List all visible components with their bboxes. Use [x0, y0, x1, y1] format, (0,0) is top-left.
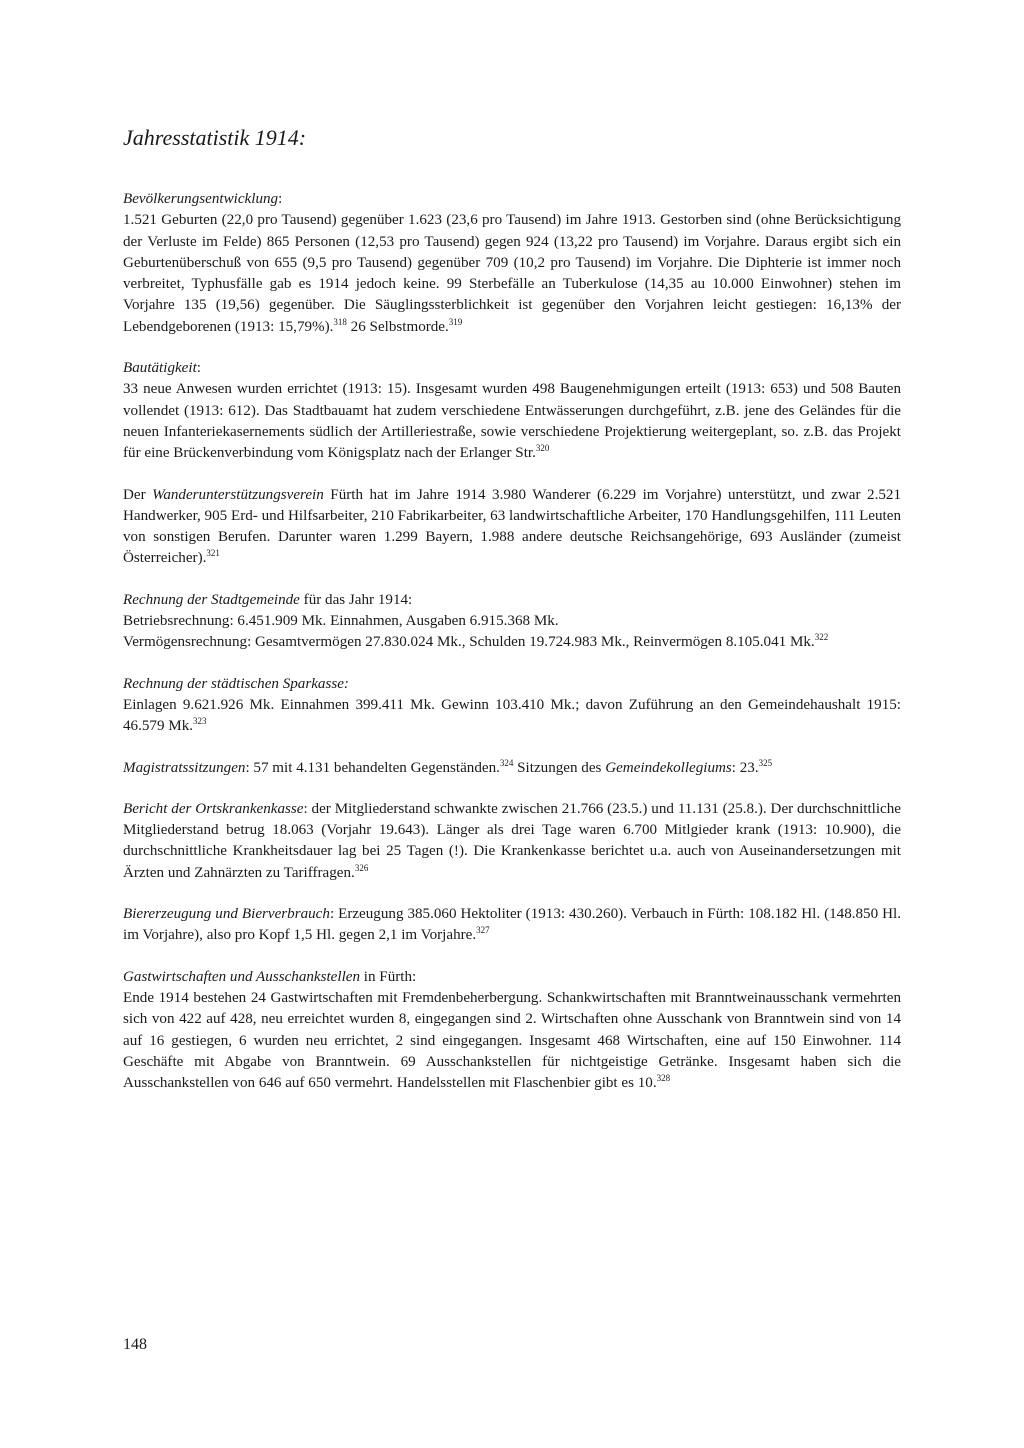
- section-council-meetings: [123, 758, 901, 779]
- footnote-ref[interactable]: 319: [448, 316, 463, 327]
- section-paragraph: Magistratssitzungen: 57 mit 4.131 behandelten Gegenständen.$^{324}$ Sitzungen des Gemeindekollegiums: 23.$^{325}$: [123, 757, 773, 776]
- heading-text: Gemeindekollegiums: [605, 759, 732, 776]
- section-taverns: [123, 967, 901, 1095]
- section-paragraph: 33 neue Anwesen wurden errichtet (1913: 15). Insgesamt wurden 498 Baugenehmigungen erteilt (1913: 653) und 508 Bauten vollendet (1913: 612). Das Stadtbauamt hat zudem verschiedene Entwässerungen durchgeführt, z.B. jene des Geländes für die neuen Infanteriekasernements südlich der Artilleriestraße, sowie verschiedene Projektierung weitergeplant, so. z.B. das Projekt für eine Brückenverbindung vom Königsplatz nach der Erlanger Str.$^{320}$: [123, 381, 901, 462]
- footnote-ref[interactable]: 326: [354, 862, 369, 873]
- section-wanderer-support: [123, 485, 901, 570]
- section-paragraph: Ende 1914 bestehen 24 Gastwirtschaften mit Fremdenbeherbergung. Schankwirtschaften mit Branntweinausschank vermehrten sich von 422 auf 428, neu erreichtet wurden 8, eingegangen sind 2. Wirtschaften ohne Ausschank von Branntwein sind von 14 auf 16 gestiegen, 6 wurden neu errichtet, 2 sind eingegangen. Insgesamt 468 Wirtschaften, eine auf 150 Einwohner. 114 Geschäfte mit Abgabe von Branntwein. 69 Ausschankstellen für nichtgeistige Getränke. Insgesamt haben sich die Ausschankstellen von 646 auf 650 vermehrt. Handelsstellen mit Flaschenbier gibt es 10.$^{328}$: [123, 989, 901, 1092]
- section-paragraph: Biererzeugung und Bierverbrauch: Erzeugung 385.060 Hektoliter (1913: 430.260). Verbauch in Fürth: 108.182 Hl. (148.850 Hl. im Vorjahre), also pro Kopf 1,5 Hl. gegen 2,1 im Vorjahre.$^{327}$: [123, 906, 901, 944]
- section-health-insurance: [123, 799, 901, 884]
- section-paragraph: 1.521 Geburten (22,0 pro Tausend) gegenüber 1.623 (23,6 pro Tausend) im Jahre 1913. Gestorben sind (ohne Berücksichtigung der Verluste im Felde) 865 Personen (12,53 pro Tausend) gegen 924 (13,22 pro Tausend) im Vorjahre. Daraus ergibt sich ein Geburtenüberschuß von 655 (9,5 pro Tausend) gegenüber 709 (10,2 pro Tausend) im Vorjahre. Die Diphterie ist immer noch verbreitet, Typhusfälle gab es 1914 jedoch keine. 99 Sterbefälle an Tuberkulose (14,35 au 10.000 Einwohner) stehen im Vorjahre 135 (19,56) gegenüber. Die Säuglingssterblichkeit ist gegenüber den Vorjahren leicht gestiegen: 16,13% der Lebendgeborenen (1913: 15,79%).$^{318}$ 26 Selbstmorde.$^{319}$: [123, 212, 901, 335]
- heading-text: Bevölkerungsentwicklung: [123, 191, 279, 207]
- heading-text: Bautätigkeit: [123, 360, 197, 377]
- heading-text: Wanderunterstützungsverein: [152, 486, 324, 503]
- section-heading: Bautätigkeit:: [123, 360, 201, 377]
- section-heading: Rechnung der Stadtgemeinde für das Jahr 1914:: [123, 591, 413, 608]
- footnote-ref[interactable]: 320: [535, 443, 550, 454]
- page-title: Jahresstatistik 1914:: [123, 125, 307, 150]
- page-number: 148: [123, 1336, 147, 1353]
- heading-text: Magistratssitzungen: [123, 759, 246, 776]
- heading-text: Rechnung der Stadtgemeinde: [123, 591, 300, 608]
- footnote-ref[interactable]: 323: [193, 716, 207, 727]
- section-savings-bank: [123, 674, 901, 738]
- footnote-ref[interactable]: 324: [499, 757, 514, 768]
- section-paragraph: Der Wanderunterstützungsverein Fürth hat im Jahre 1914 3.980 Wanderer (6.229 im Vorjahre) unterstützt, und zwar 2.521 Handwerker, 905 Erd- und Hilfsarbeiter, 210 Fabrikarbeiter, 63 landwirtschaftliche Arbeiter, 170 Handlungsgehilfen, 111 Leuten von sonstigen Berufen. Darunter waren 1.299 Bayern, 1.988 andere deutsche Reichsangehörige, 693 Ausländer (zumeist Österreicher).$^{321}$: [123, 486, 901, 567]
- section-paragraph: Bericht der Ortskrankenkasse: der Mitgliederstand schwankte zwischen 21.766 (23.5.) und 11.131 (25.8.). Der durchschnittliche Mitgliederstand betrug 18.063 (Vorjahr 19.643). Länger als drei Tage waren 6.700 Mitlgieder krank (1913: 10.900), die durchschnittliche Krankheitsdauer lag bei 25 Tagen (!). Die Krankenkasse berichtet u.a. auch von Auseinandersetzungen mit Ärzten und Zahnärzten zu Tariffragen.$^{326}$: [123, 800, 901, 881]
- footnote-ref[interactable]: 325: [758, 757, 773, 768]
- footnote-ref[interactable]: 328: [656, 1073, 671, 1084]
- section-beer: [123, 904, 901, 947]
- footnote-ref[interactable]: 327: [476, 925, 490, 936]
- heading-text: Gastwirtschaften und Ausschankstellen: [123, 968, 361, 985]
- heading-text: Biererzeugung und Bierverbrauch: [123, 906, 330, 923]
- section-construction: [123, 358, 901, 464]
- section-population: [123, 189, 901, 338]
- section-city-accounts: [123, 590, 901, 654]
- asset-account-line: Vermögensrechnung: Gesamtvermögen 27.830.024 Mk., Schulden 19.724.983 Mk., Reinvermögen 8.105.041 Mk.$^{322}$: [123, 632, 829, 651]
- footnote-ref[interactable]: 318: [333, 316, 347, 327]
- heading-text: Bericht der Ortskrankenkasse: [123, 800, 304, 817]
- footnote-ref[interactable]: 321: [206, 548, 220, 559]
- operating-account-line: Betriebsrechnung: 6.451.909 Mk. Einnahmen, Ausgaben 6.915.368 Mk.: [123, 613, 559, 630]
- section-paragraph: Einlagen 9.621.926 Mk. Einnahmen 399.411 Mk. Gewinn 103.410 Mk.; davon Zuführung an den Gemeindehaushalt 1915: 46.579 Mk.$^{323}$: [123, 696, 901, 735]
- heading-text: Rechnung der städtischen Sparkasse:: [123, 675, 349, 692]
- section-heading: [123, 674, 901, 695]
- page-content: [123, 124, 901, 1114]
- footnote-ref[interactable]: 322: [814, 632, 829, 643]
- section-heading: Bevölkerungsentwicklung:: [123, 191, 283, 207]
- section-heading: Gastwirtschaften und Ausschankstellen in Fürth:: [123, 968, 417, 985]
